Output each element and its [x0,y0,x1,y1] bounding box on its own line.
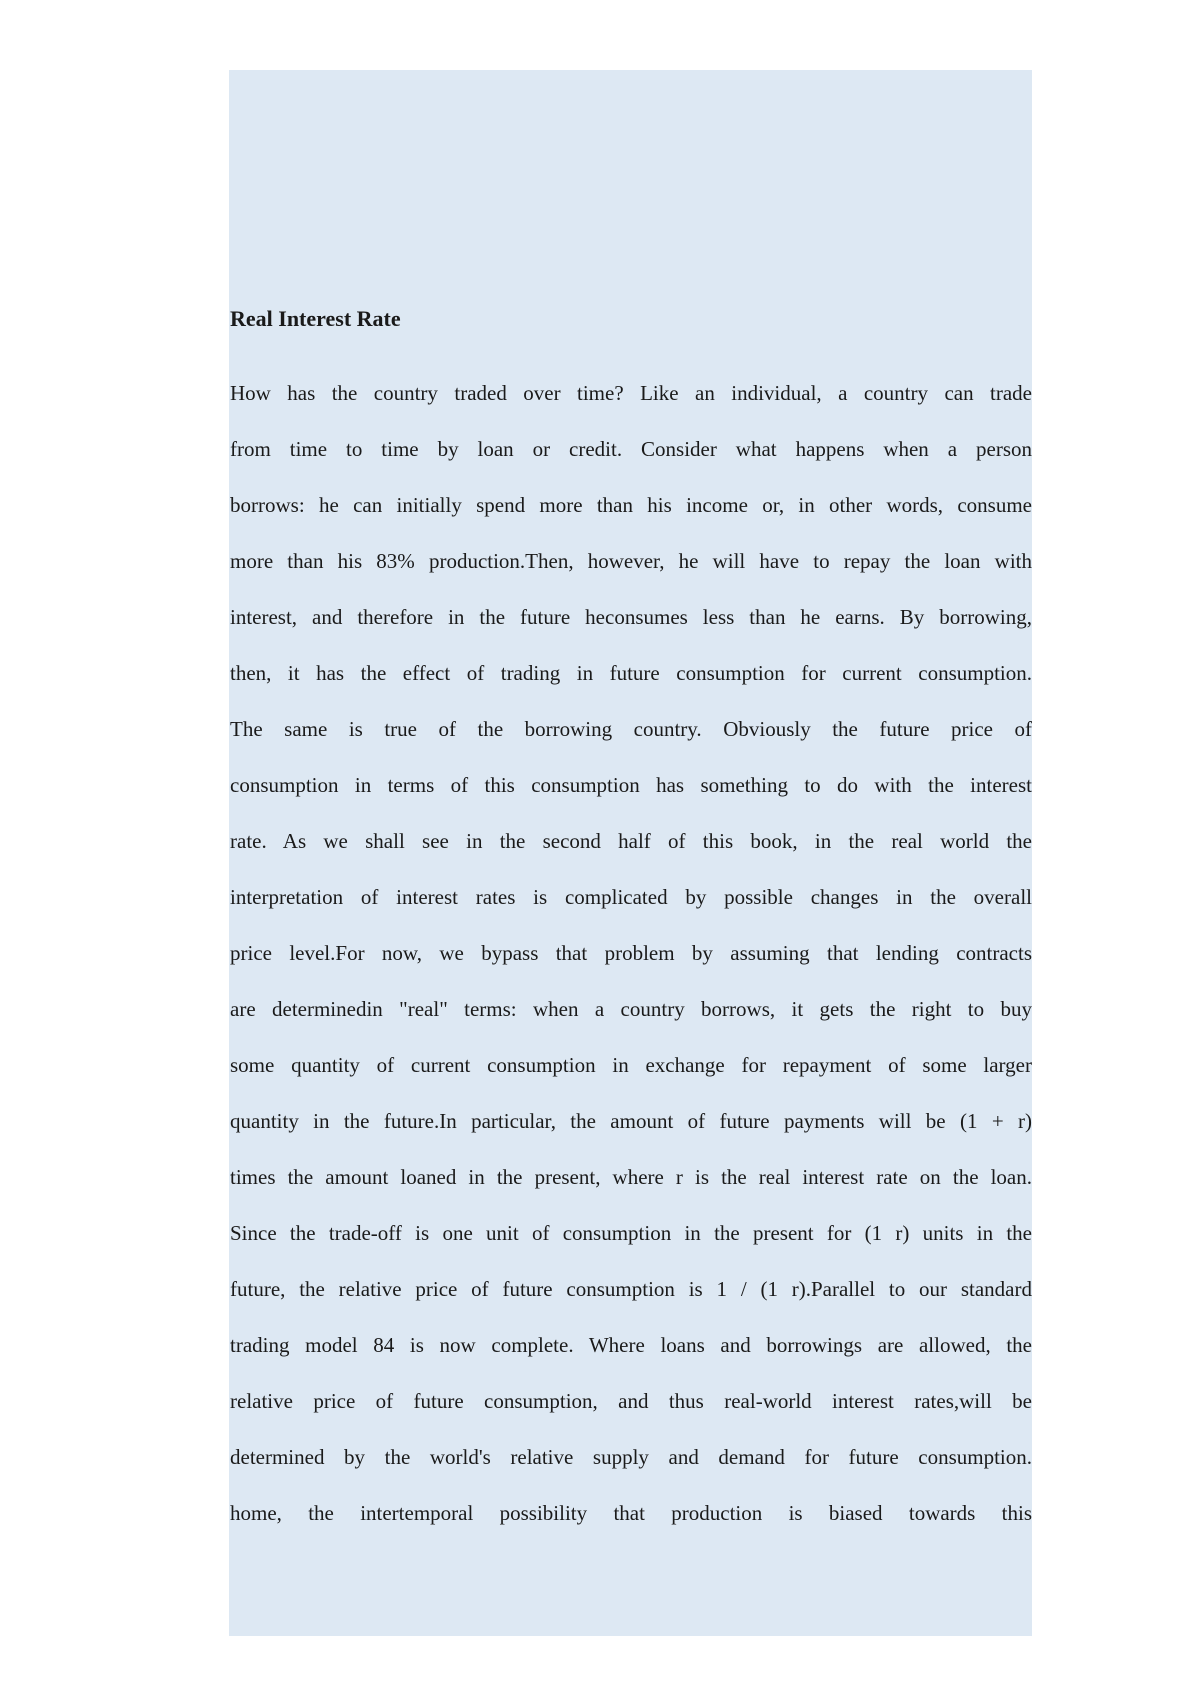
body-line: interpretation of interest rates is complicated by possible changes in the overall [230,885,1032,909]
body-line: then, it has the effect of trading in future consumption for current consumption. [230,661,1032,685]
document-body [230,375,1032,1551]
body-line: rate. As we shall see in the second half of this book, in the real world the [230,829,1032,853]
body-line: Since the trade-off is one unit of consumption in the present for (1 r) units in the [230,1221,1032,1245]
body-line: price level.For now, we bypass that problem by assuming that lending contracts [230,941,1032,965]
body-line: home, the intertemporal possibility that production is biased towards this [230,1501,1032,1525]
body-line: determined by the world's relative supply and demand for future consumption. [230,1445,1032,1469]
body-line: How has the country traded over time? Like an individual, a country can trade [230,381,1032,405]
body-line: from time to time by loan or credit. Consider what happens when a person [230,437,1032,461]
body-line: trading model 84 is now complete. Where loans and borrowings are allowed, the [230,1333,1032,1357]
body-line: consumption in terms of this consumption has something to do with the interest [230,773,1032,797]
document-title: Real Interest Rate [230,306,401,331]
body-line: borrows: he can initially spend more than his income or, in other words, consume [230,493,1032,517]
body-line: quantity in the future.In particular, the amount of future payments will be (1 + r) [230,1109,1032,1133]
body-line: more than his 83% production.Then, however, he will have to repay the loan with [230,549,1032,573]
body-line: are determinedin "real" terms: when a country borrows, it gets the right to buy [230,997,1032,1021]
body-line: some quantity of current consumption in exchange for repayment of some larger [230,1053,1032,1077]
body-line: times the amount loaned in the present, where r is the real interest rate on the loan. [230,1165,1032,1189]
body-line: relative price of future consumption, and thus real-world interest rates,will be [230,1389,1032,1413]
body-line: interest, and therefore in the future heconsumes less than he earns. By borrowing, [230,605,1032,629]
body-line: future, the relative price of future consumption is 1 / (1 r).Parallel to our standard [230,1277,1032,1301]
body-line: The same is true of the borrowing country. Obviously the future price of [230,717,1032,741]
